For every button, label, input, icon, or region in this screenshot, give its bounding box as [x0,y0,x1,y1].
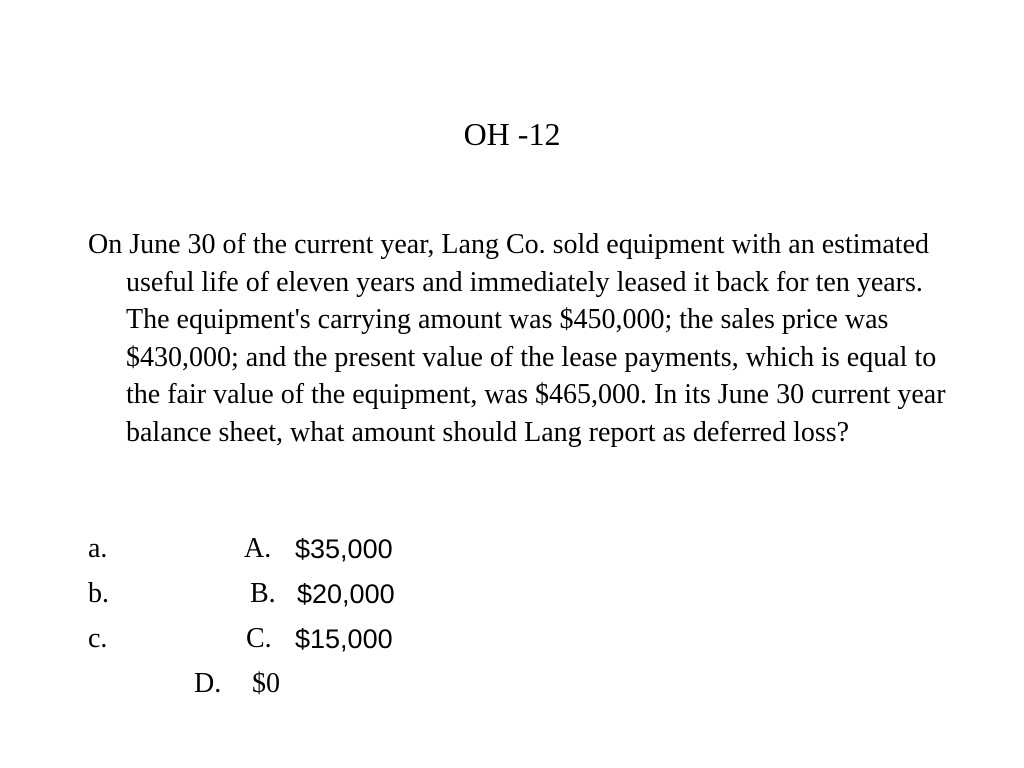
answer-option-c [88,619,588,659]
option-key: C. [246,623,272,654]
option-key: A. [244,533,272,564]
question-text: On June 30 of the current year, Lang Co. sold equipment with an estimated useful life of eleven years and immediately leased it back for ten years. The equipment's carrying amount was $450,000; the sales price was $430,000; and the present value of the lease payments, which is equal to the fair value of the equipment, was $465,000. In its June 30 current year balance sheet, what amount should Lang report as deferred loss? [88,229,946,448]
answer-option-d [88,664,588,704]
option-list-letter: c. [88,623,108,654]
option-list-letter: a. [88,533,108,564]
option-key: D. [194,668,222,699]
option-value: $0 [252,668,280,699]
answer-option-a [88,529,588,569]
answer-option-b [88,574,588,614]
slide-title: OH -12 [463,116,561,152]
option-value: $15,000 [295,624,393,654]
option-value: $20,000 [297,579,395,609]
option-list-letter: b. [88,578,109,609]
option-key: B. [250,578,276,609]
option-value: $35,000 [295,534,393,564]
